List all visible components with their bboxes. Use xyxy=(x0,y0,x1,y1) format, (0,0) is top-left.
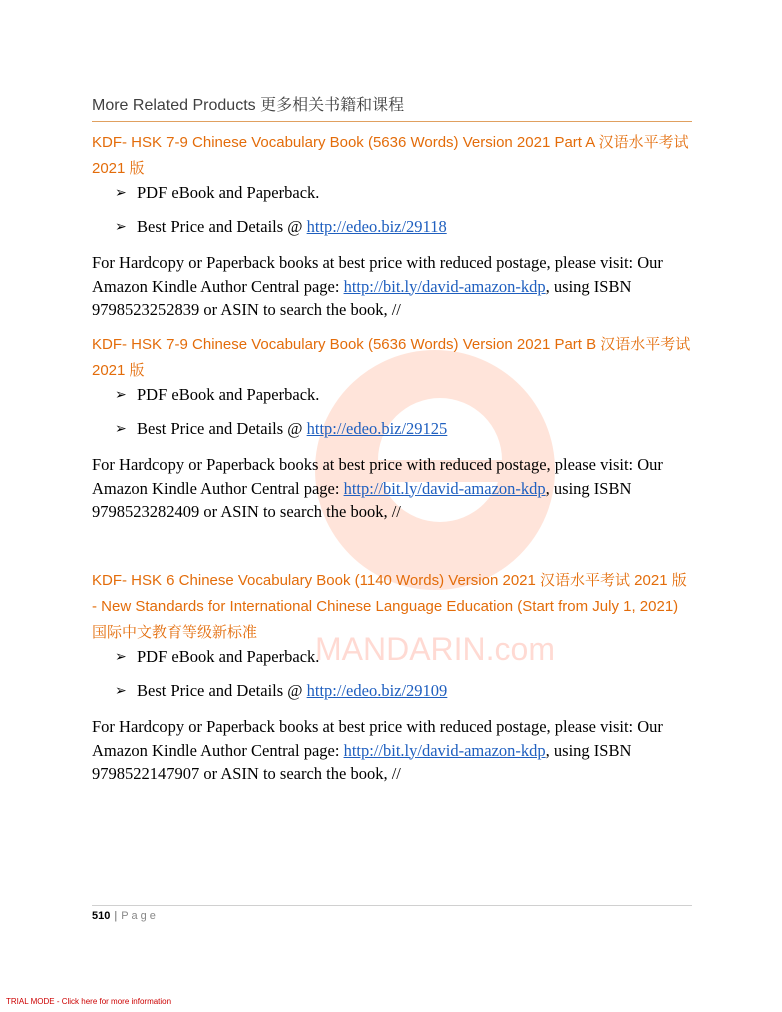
page-label: Page xyxy=(121,910,159,922)
bullet-list xyxy=(92,385,692,439)
bullet-text: PDF eBook and Paperback. xyxy=(137,385,320,404)
bullet-text: Best Price and Details @ xyxy=(137,419,307,438)
bullet-list xyxy=(92,647,692,701)
product-section-2 xyxy=(92,332,692,524)
page-number: 510 xyxy=(92,910,111,922)
paragraph-text: For Hardcopy or Paperback books at best price with reduced postage, please visit: Our Amazon Kindle Author Central page: xyxy=(92,455,663,498)
list-item xyxy=(115,681,692,701)
product-link[interactable]: http://edeo.biz/29125 xyxy=(306,419,448,438)
bullet-text: Best Price and Details @ xyxy=(137,681,307,700)
amazon-link[interactable]: http://bit.ly/david-amazon-kdp xyxy=(343,276,546,296)
bullet-text: Best Price and Details @ xyxy=(137,217,307,236)
paragraph-text: , using ISBN 9798522147907 or ASIN to search the book, // xyxy=(92,740,632,783)
paragraph-text: For Hardcopy or Paperback books at best price with reduced postage, please visit: Our Amazon Kindle Author Central page: xyxy=(92,717,663,760)
product-title: KDF- HSK 7-9 Chinese Vocabulary Book (5636 Words) Version 2021 Part A 汉语水平考试 2021 版 xyxy=(92,134,689,177)
arrow-bullet-icon: ➢ xyxy=(115,649,127,665)
purchase-paragraph xyxy=(92,715,692,786)
amazon-link[interactable]: http://bit.ly/david-amazon-kdp xyxy=(343,478,546,498)
list-item xyxy=(115,183,692,203)
trial-mode-link[interactable]: TRIAL MODE - Click here for more information xyxy=(6,997,172,1006)
header-divider xyxy=(92,121,692,122)
product-link[interactable]: http://edeo.biz/29118 xyxy=(306,217,447,236)
page-header-title: More Related Products 更多相关书籍和课程 xyxy=(92,97,405,114)
list-item xyxy=(115,217,692,237)
list-item xyxy=(115,385,692,405)
paragraph-text: For Hardcopy or Paperback books at best price with reduced postage, please visit: Our Amazon Kindle Author Central page: xyxy=(92,253,663,296)
svg-text:MANDARIN.com: MANDARIN.com xyxy=(314,631,556,667)
list-item xyxy=(115,647,692,667)
arrow-bullet-icon: ➢ xyxy=(115,421,127,437)
product-title: KDF- HSK 7-9 Chinese Vocabulary Book (5636 Words) Version 2021 Part B 汉语水平考试 2021 版 xyxy=(92,336,691,379)
arrow-bullet-icon: ➢ xyxy=(115,185,127,201)
bullet-list xyxy=(92,183,692,237)
paragraph-text: , using ISBN 9798523252839 or ASIN to search the book, // xyxy=(92,276,632,319)
product-link[interactable]: http://edeo.biz/29109 xyxy=(306,681,448,700)
paragraph-text: , using ISBN 9798523282409 or ASIN to search the book, // xyxy=(92,478,632,521)
list-item xyxy=(115,419,692,439)
arrow-bullet-icon: ➢ xyxy=(115,387,127,403)
amazon-link[interactable]: http://bit.ly/david-amazon-kdp xyxy=(343,740,546,760)
product-section-3 xyxy=(92,568,692,786)
product-title: KDF- HSK 6 Chinese Vocabulary Book (1140 Words) Version 2021 汉语水平考试 2021 版 - New Standards for International Chinese Language Education (Start from July 1, 2021) 国际中文教育等级新标准 xyxy=(92,572,687,641)
product-section-1 xyxy=(92,130,692,322)
purchase-paragraph xyxy=(92,251,692,322)
arrow-bullet-icon: ➢ xyxy=(115,683,127,699)
arrow-bullet-icon: ➢ xyxy=(115,219,127,235)
page-footer xyxy=(92,910,159,922)
bullet-text: PDF eBook and Paperback. xyxy=(137,647,320,666)
bullet-text: PDF eBook and Paperback. xyxy=(137,183,320,202)
footer-divider xyxy=(92,905,692,906)
purchase-paragraph xyxy=(92,453,692,524)
footer-separator: | xyxy=(114,910,118,922)
